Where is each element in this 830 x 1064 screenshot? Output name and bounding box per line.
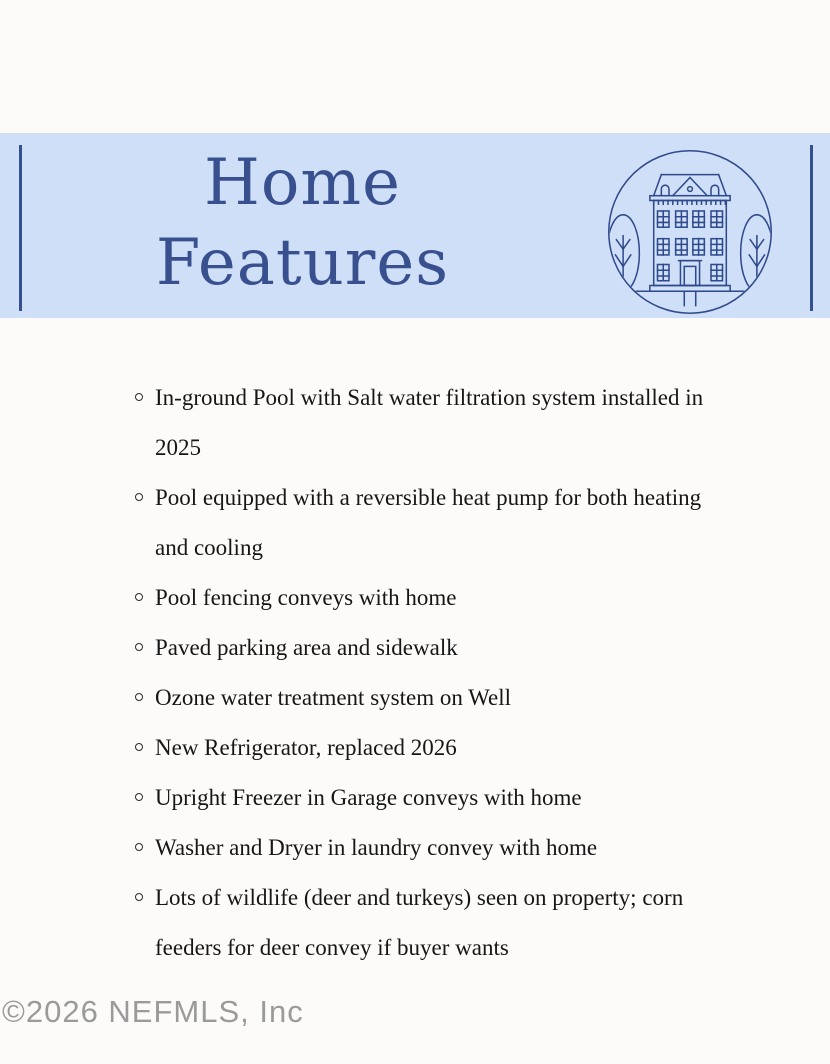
feature-text: Pool fencing conveys with home <box>155 585 457 610</box>
header-banner <box>0 133 830 318</box>
house-with-trees-circle-icon <box>604 146 776 318</box>
feature-text: New Refrigerator, replaced 2026 <box>155 735 457 760</box>
list-item <box>130 873 730 973</box>
feature-text: In-ground Pool with Salt water filtration system installed in 2025 <box>155 385 704 460</box>
bullet-circle-icon <box>135 493 143 501</box>
feature-text: Washer and Dryer in laundry convey with home <box>155 835 598 860</box>
bullet-circle-icon <box>135 843 143 851</box>
list-item <box>130 773 730 823</box>
bullet-circle-icon <box>135 643 143 651</box>
bullet-circle-icon <box>135 893 143 901</box>
bullet-circle-icon <box>135 593 143 601</box>
bullet-circle-icon <box>135 793 143 801</box>
feature-text: Lots of wildlife (deer and turkeys) seen on property; corn feeders for deer convey if buyer wants <box>155 885 684 960</box>
list-item <box>130 723 730 773</box>
feature-text: Pool equipped with a reversible heat pump for both heating and cooling <box>155 485 702 560</box>
left-accent-bar <box>19 145 22 311</box>
list-item <box>130 373 730 473</box>
feature-text: Ozone water treatment system on Well <box>155 685 512 710</box>
bullet-circle-icon <box>135 743 143 751</box>
bullet-circle-icon <box>135 393 143 401</box>
right-accent-bar <box>810 145 813 311</box>
list-item <box>130 623 730 673</box>
feature-text: Paved parking area and sidewalk <box>155 635 458 660</box>
bullet-circle-icon <box>135 693 143 701</box>
copyright-watermark: ©2026 NEFMLS, Inc <box>2 994 304 1029</box>
feature-text: Upright Freezer in Garage conveys with home <box>155 785 582 810</box>
page-title <box>30 143 575 303</box>
page-title-line1: Home <box>204 146 401 220</box>
list-item <box>130 673 730 723</box>
list-item <box>130 823 730 873</box>
page-title-line2: Features <box>155 226 450 300</box>
features-list <box>130 373 730 973</box>
list-item <box>130 473 730 573</box>
list-item <box>130 573 730 623</box>
